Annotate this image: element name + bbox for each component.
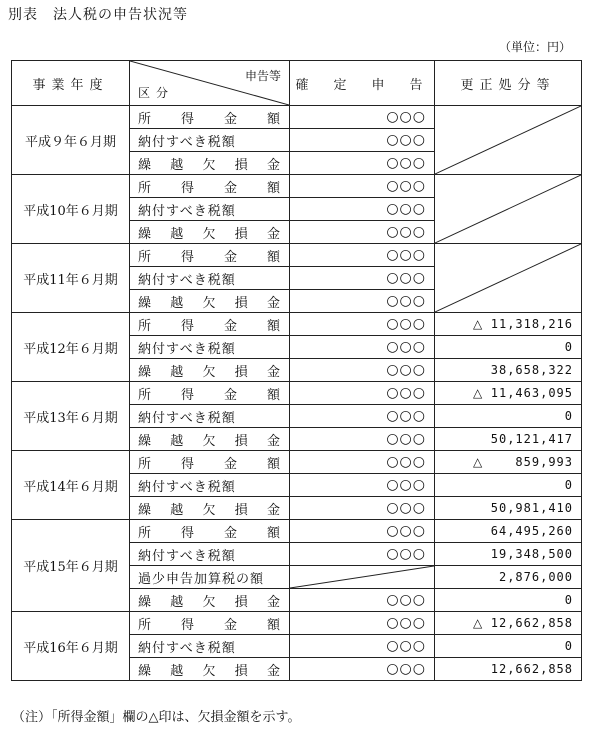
label-income: 所得金額 <box>130 175 290 198</box>
label-income: 所得金額 <box>130 382 290 405</box>
header-diagonal-cell <box>130 61 290 106</box>
table-row <box>12 313 582 336</box>
correction-tax: 0 <box>435 336 582 359</box>
label-tax: 納付すべき税額 <box>130 543 290 566</box>
header-correction: 更正処分等 <box>435 61 582 106</box>
confirmed-value: ○○○ <box>290 405 435 428</box>
correction-income-value: 12,662,858 <box>490 616 573 630</box>
loss-triangle-mark: △ <box>473 616 484 630</box>
confirmed-value: ○○○ <box>290 543 435 566</box>
correction-loss: 50,981,410 <box>435 497 582 520</box>
confirmed-value: ○○○ <box>290 428 435 451</box>
label-tax: 納付すべき税額 <box>130 267 290 290</box>
document-title: 別表 法人税の申告状況等 <box>8 7 188 23</box>
correction-income <box>435 382 582 405</box>
footnote: （注）「所得金額」欄の△印は、欠損金額を示す。 <box>12 710 301 725</box>
header-diag-bottom: 区分 <box>138 86 175 100</box>
label-loss: 繰越欠損金 <box>130 359 290 382</box>
correction-income <box>435 313 582 336</box>
confirmed-value: ○○○ <box>290 658 435 681</box>
confirmed-value: ○○○ <box>290 267 435 290</box>
label-income: 所得金額 <box>130 313 290 336</box>
header-diag-top: 申告等 <box>244 69 281 83</box>
correction-empty <box>435 175 582 244</box>
label-tax: 納付すべき税額 <box>130 405 290 428</box>
label-loss: 繰越欠損金 <box>130 497 290 520</box>
confirmed-value: ○○○ <box>290 451 435 474</box>
confirmed-value: ○○○ <box>290 152 435 175</box>
loss-triangle-mark: △ <box>473 317 484 331</box>
label-loss: 繰越欠損金 <box>130 658 290 681</box>
label-income: 所得金額 <box>130 520 290 543</box>
confirmed-empty <box>290 566 435 589</box>
table-row <box>12 382 582 405</box>
label-tax: 納付すべき税額 <box>130 336 290 359</box>
confirmed-value: ○○○ <box>290 474 435 497</box>
table-row <box>12 175 582 198</box>
confirmed-value: ○○○ <box>290 175 435 198</box>
confirmed-value: ○○○ <box>290 520 435 543</box>
correction-income-value: 11,318,216 <box>490 317 573 331</box>
correction-penalty: 2,876,000 <box>435 566 582 589</box>
correction-income <box>435 451 582 474</box>
correction-empty <box>435 244 582 313</box>
loss-triangle-mark: △ <box>473 455 484 469</box>
period-year: 平成12年６月期 <box>12 313 130 382</box>
correction-loss: 50,121,417 <box>435 428 582 451</box>
confirmed-value: ○○○ <box>290 106 435 129</box>
correction-tax: 0 <box>435 635 582 658</box>
confirmed-value: ○○○ <box>290 290 435 313</box>
label-loss: 繰越欠損金 <box>130 290 290 313</box>
label-loss: 繰越欠損金 <box>130 221 290 244</box>
loss-triangle-mark: △ <box>473 386 484 400</box>
header-year: 事業年度 <box>12 61 130 106</box>
correction-loss: 12,662,858 <box>435 658 582 681</box>
table-row <box>12 520 582 543</box>
confirmed-value: ○○○ <box>290 198 435 221</box>
confirmed-value: ○○○ <box>290 382 435 405</box>
confirmed-value: ○○○ <box>290 497 435 520</box>
confirmed-value: ○○○ <box>290 359 435 382</box>
label-penalty: 過少申告加算税の額 <box>130 566 290 589</box>
label-tax: 納付すべき税額 <box>130 635 290 658</box>
confirmed-value: ○○○ <box>290 313 435 336</box>
confirmed-value: ○○○ <box>290 221 435 244</box>
label-tax: 納付すべき税額 <box>130 198 290 221</box>
label-income: 所得金額 <box>130 612 290 635</box>
header-confirmed: 確 定 申 告 <box>290 61 435 106</box>
label-loss: 繰越欠損金 <box>130 152 290 175</box>
correction-tax: 0 <box>435 405 582 428</box>
period-year: 平成11年６月期 <box>12 244 130 313</box>
correction-income: 64,495,260 <box>435 520 582 543</box>
correction-income-value: 11,463,095 <box>490 386 573 400</box>
correction-loss: 38,658,322 <box>435 359 582 382</box>
unit-label: （単位：円） <box>498 40 571 54</box>
table-row <box>12 612 582 635</box>
period-year: 平成９年６月期 <box>12 106 130 175</box>
correction-income <box>435 612 582 635</box>
correction-empty <box>435 106 582 175</box>
confirmed-value: ○○○ <box>290 612 435 635</box>
correction-tax: 0 <box>435 474 582 497</box>
table-row <box>12 451 582 474</box>
label-loss: 繰越欠損金 <box>130 428 290 451</box>
period-year: 平成10年６月期 <box>12 175 130 244</box>
confirmed-value: ○○○ <box>290 244 435 267</box>
confirmed-value: ○○○ <box>290 129 435 152</box>
period-year: 平成13年６月期 <box>12 382 130 451</box>
tax-status-table <box>11 60 582 681</box>
correction-income-value: 859,993 <box>515 455 573 469</box>
table-row <box>12 244 582 267</box>
label-income: 所得金額 <box>130 244 290 267</box>
label-income: 所得金額 <box>130 106 290 129</box>
label-income: 所得金額 <box>130 451 290 474</box>
correction-tax: 19,348,500 <box>435 543 582 566</box>
period-year: 平成16年６月期 <box>12 612 130 681</box>
period-year: 平成14年６月期 <box>12 451 130 520</box>
confirmed-value: ○○○ <box>290 635 435 658</box>
label-loss: 繰越欠損金 <box>130 589 290 612</box>
period-year: 平成15年６月期 <box>12 520 130 612</box>
correction-loss: 0 <box>435 589 582 612</box>
label-tax: 納付すべき税額 <box>130 474 290 497</box>
confirmed-value: ○○○ <box>290 336 435 359</box>
label-tax: 納付すべき税額 <box>130 129 290 152</box>
confirmed-value: ○○○ <box>290 589 435 612</box>
table-row <box>12 106 582 129</box>
